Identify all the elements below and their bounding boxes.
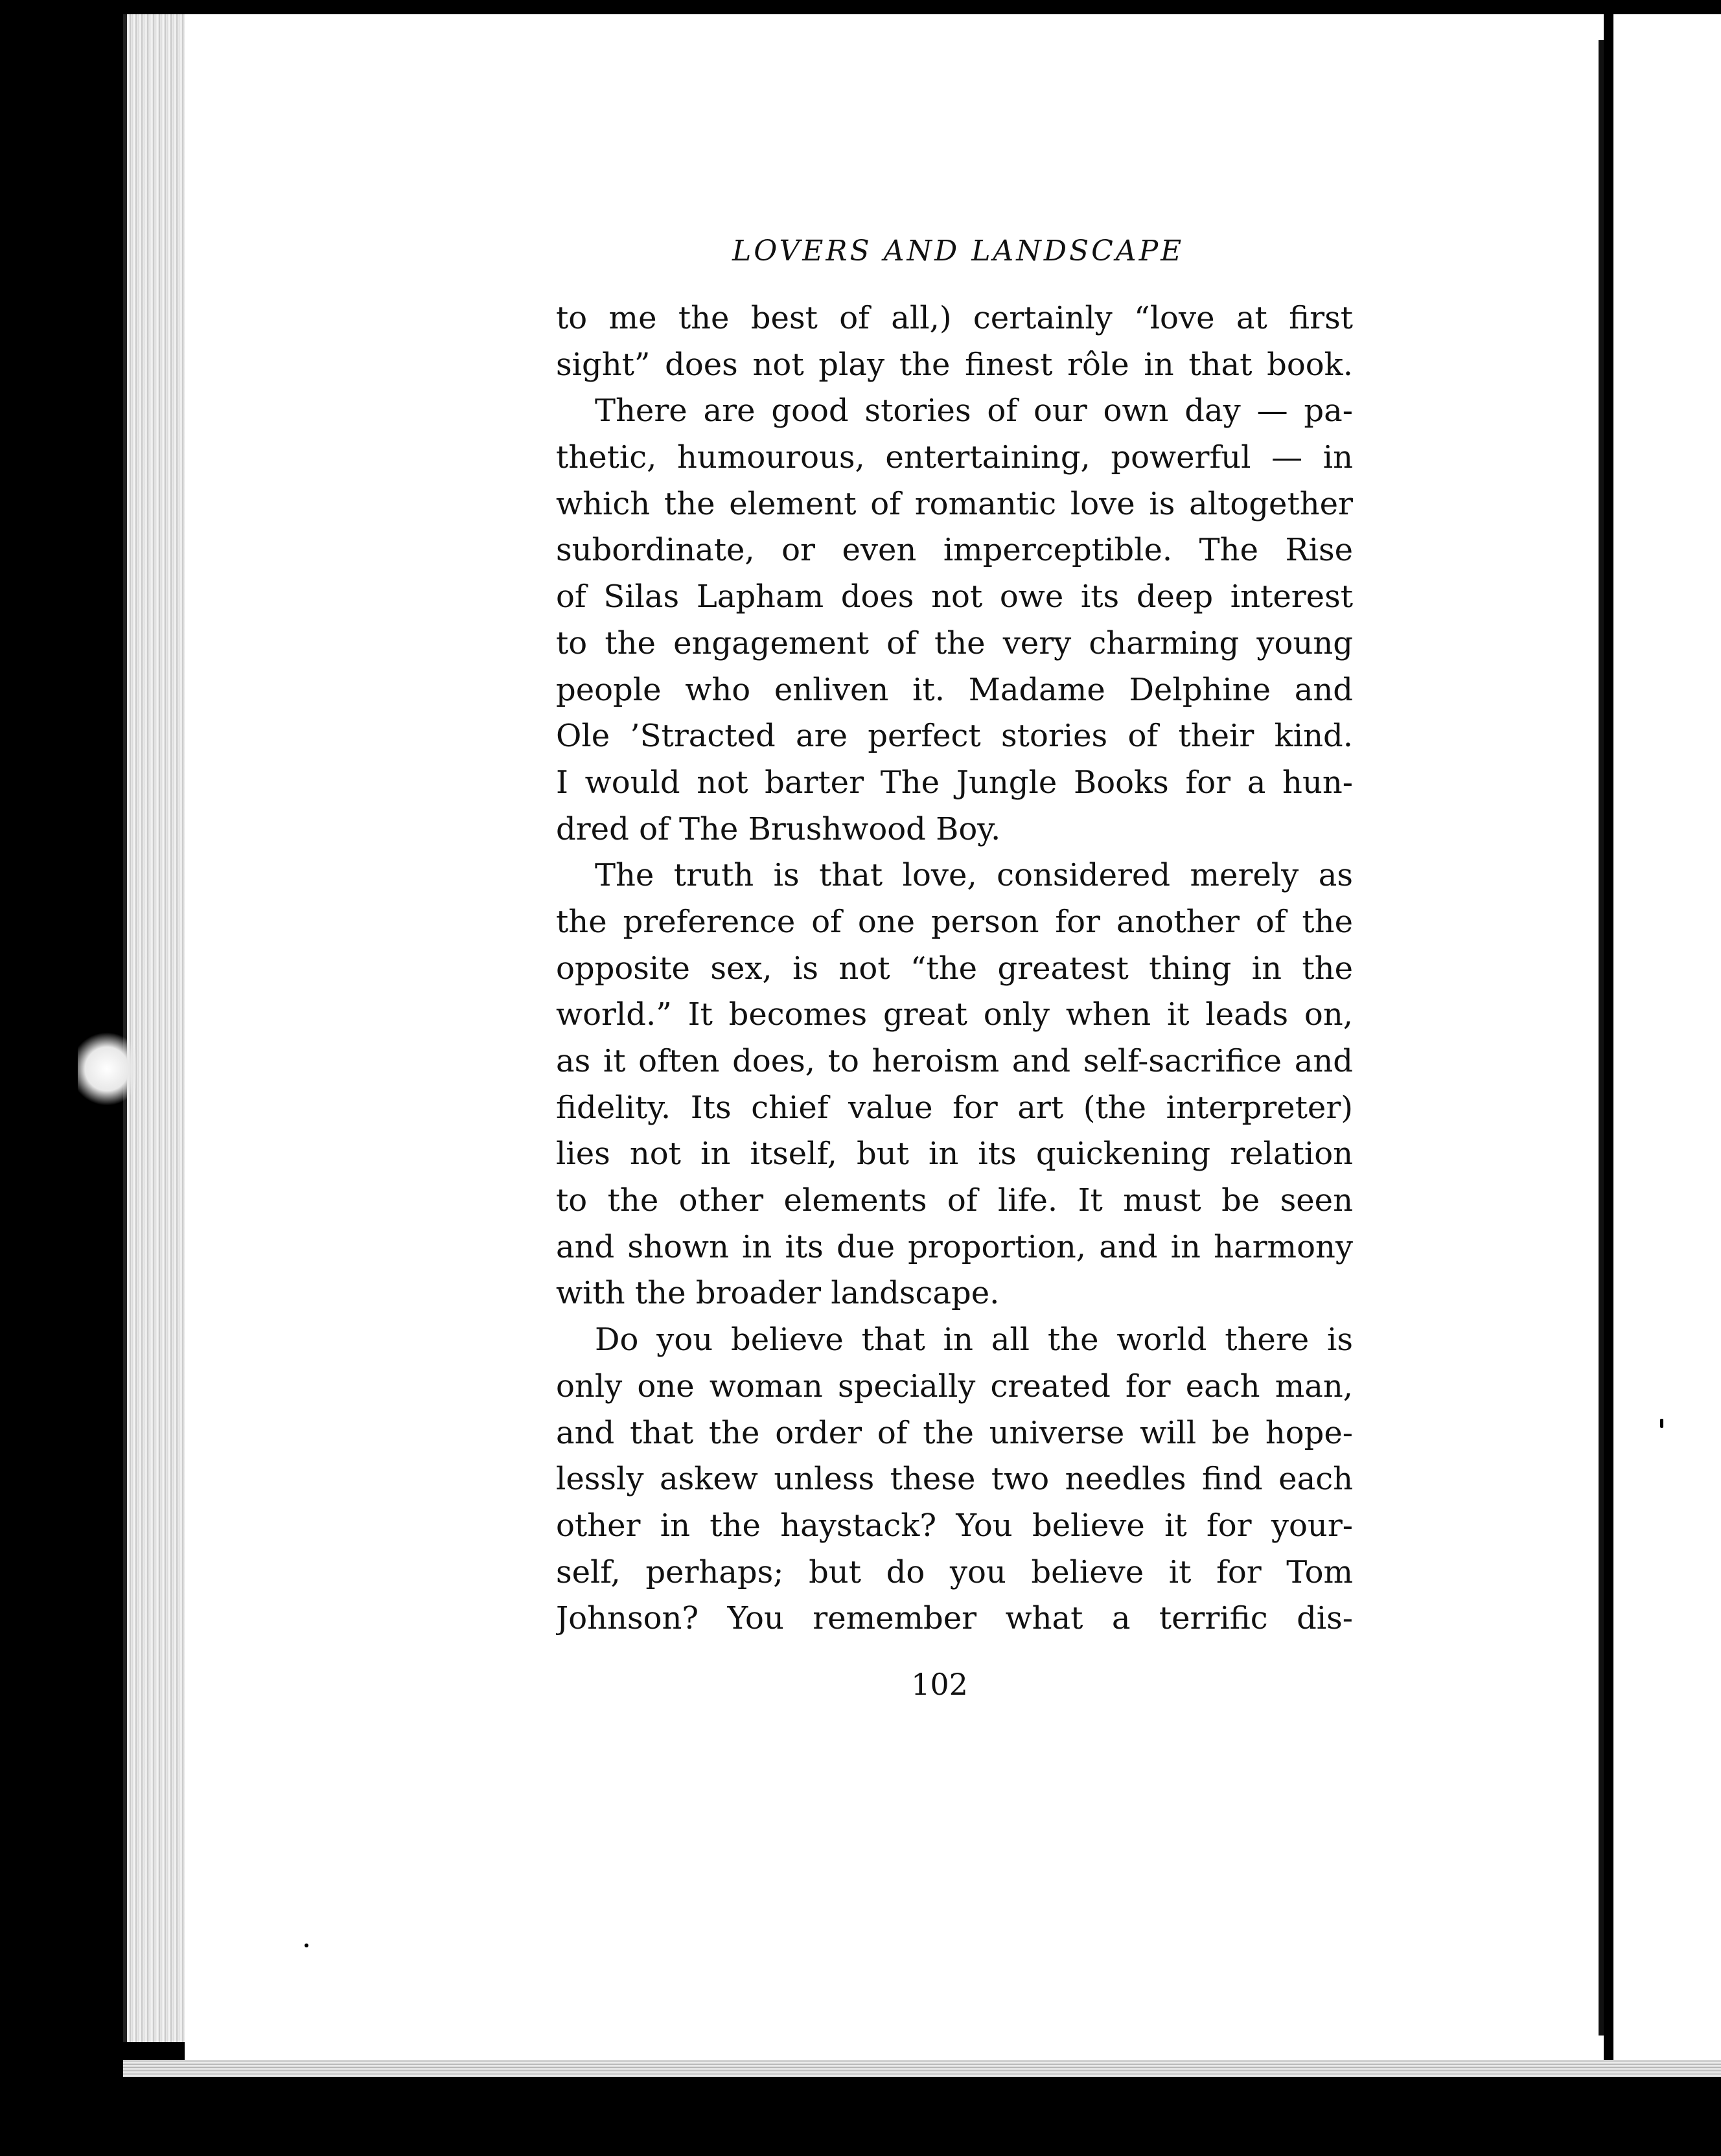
text-line: to the engagement of the very charming young <box>556 625 1353 661</box>
text-line: subordinate, or even imperceptible. The Rise <box>556 532 1353 569</box>
scan-speck <box>17 1101 23 1108</box>
text-line: only one woman specially created for each man, <box>556 1368 1353 1405</box>
text-line: to me the best of all,) certainly “love at first <box>556 300 1353 336</box>
text-line: The truth is that love, considered merely as <box>595 857 1353 894</box>
text-line: lessly askew unless these two needles find each <box>556 1461 1353 1498</box>
scan-speck <box>13 677 21 685</box>
scan-speck <box>23 1270 30 1276</box>
text-line: the preference of one person for another of the <box>556 903 1353 940</box>
text-line: with the broader landscape. <box>556 1275 1000 1312</box>
scan-speck <box>305 1944 308 1947</box>
text-line: which the element of romantic love is altogether <box>556 485 1353 522</box>
text-line: Do you believe that in all the world there is <box>595 1322 1353 1359</box>
text-line: thetic, humourous, entertaining, powerful — in <box>556 439 1353 476</box>
text-line: and that the order of the universe will be hope- <box>556 1414 1353 1451</box>
text-line: sight” does not play the finest rôle in that book. <box>556 346 1353 383</box>
running-head: LOVERS AND LANDSCAPE <box>732 235 1184 268</box>
text-line: Ole ’Stracted are perfect stories of their kind. <box>556 718 1353 755</box>
text-line: of Silas Lapham does not owe its deep interest <box>556 579 1353 615</box>
text-line: world.” It becomes great only when it leads on, <box>556 996 1353 1033</box>
page-edge-stack <box>123 14 189 2042</box>
text-line: as it often does, to heroism and self-sacrifice and <box>556 1043 1353 1079</box>
text-line: dred of The Brushwood Boy. <box>556 810 1001 847</box>
text-line: to the other elements of life. It must be seen <box>556 1182 1353 1219</box>
text-line: opposite sex, is not “the greatest thing in the <box>556 950 1353 987</box>
text-line: There are good stories of our own day — pa- <box>595 393 1353 430</box>
text-line: Johnson? You remember what a terrific dis- <box>556 1600 1353 1637</box>
page-bottom-edge <box>123 2060 1721 2077</box>
page-number: 102 <box>911 1667 968 1702</box>
body-text <box>556 295 1353 1642</box>
text-line: I would not barter The Jungle Books for a hun- <box>556 764 1353 801</box>
text-line: fidelity. Its chief value for art (the interpreter) <box>556 1089 1353 1126</box>
text-line: lies not in itself, but in its quickening relation <box>556 1136 1353 1173</box>
scan-speck <box>1660 1419 1663 1428</box>
text-line: other in the haystack? You believe it for your- <box>556 1507 1353 1544</box>
text-line: and shown in its due proportion, and in harmony <box>556 1228 1353 1265</box>
scan-speck <box>829 4 836 10</box>
text-line: people who enliven it. Madame Delphine and <box>556 671 1353 708</box>
scan-smudge <box>78 1030 136 1108</box>
facing-page-edge <box>1613 14 1721 2068</box>
text-line: self, perhaps; but do you believe it for Tom <box>556 1554 1353 1590</box>
